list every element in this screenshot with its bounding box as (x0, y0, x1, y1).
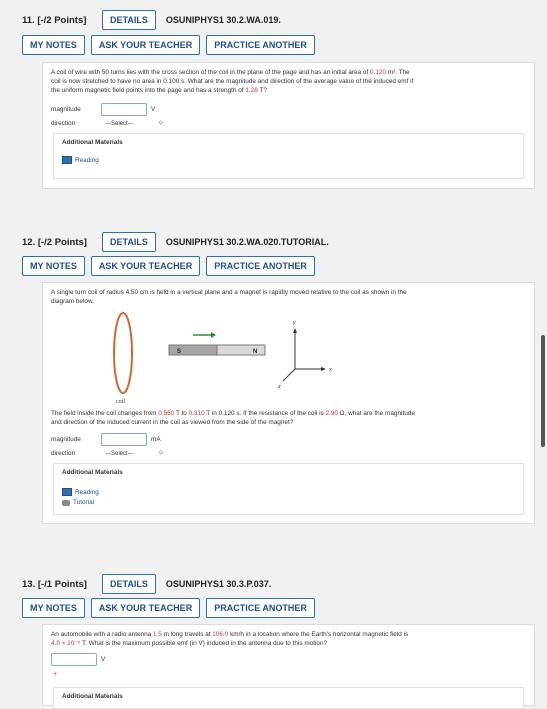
q13-answer-unit: V (101, 656, 106, 663)
q11-field-value: 1.28 (245, 87, 258, 94)
tutorial-icon (62, 500, 70, 506)
q13-text-a: An automobile with a radio antenna (51, 631, 153, 638)
q12-magnet-n: N (253, 349, 258, 355)
q11-details-button[interactable]: DETAILS (102, 10, 156, 30)
book-icon (62, 156, 72, 164)
q11-area-unit: m². The (386, 69, 410, 76)
q13-toolbar (22, 598, 315, 618)
q12-r: 2.90 (325, 410, 338, 417)
q13-body (42, 624, 535, 706)
q12-text-d: T to (174, 410, 189, 417)
velocity-arrowhead (211, 332, 216, 338)
q11-text-d: T? (257, 87, 267, 94)
q12-direction-row (51, 448, 167, 459)
q12-tutorial-label: Tutorial (73, 499, 95, 506)
q13-header (22, 574, 271, 594)
q12-points: 12. [-/2 Points] (22, 236, 87, 248)
q12-direction-label: direction (51, 450, 76, 457)
q12-text-a: A single turn coil of radius 4.50 cm is held in a vertical plane and a magnet is rapidly moved relative to the coil as shown in the (51, 289, 407, 296)
q11-practice-another-button[interactable]: PRACTICE ANOTHER (206, 35, 315, 55)
q13-my-notes-button[interactable]: MY NOTES (22, 598, 85, 618)
q12-tutorial-link[interactable] (62, 499, 94, 506)
q13-details-button[interactable]: DETAILS (102, 574, 156, 594)
q12-reading-label: Reading (75, 488, 99, 496)
q13-answer-input[interactable] (51, 653, 97, 666)
q11-additional-materials (53, 133, 524, 179)
q11-my-notes-button[interactable]: MY NOTES (22, 35, 85, 55)
q11-ask-teacher-button[interactable]: ASK YOUR TEACHER (91, 35, 200, 55)
q12-header (22, 232, 329, 252)
q13-ask-teacher-button[interactable]: ASK YOUR TEACHER (91, 598, 200, 618)
q13-answer-row (51, 653, 105, 666)
q13-practice-another-button[interactable]: PRACTICE ANOTHER (206, 598, 315, 618)
q12-text-g: and direction of the induced current in the coil as viewed from the side of the magnet? (51, 419, 294, 426)
q12-coil-label: coil (116, 399, 125, 405)
chevron-updown-icon: ⬦ (158, 450, 163, 456)
q11-text-b: coil is now stretched to have no area in 0.100 s. What are the magnitude and direction of the average value of the induced emf if (51, 78, 414, 85)
q12-axis-y: y (293, 320, 296, 326)
q12-toolbar (22, 256, 315, 276)
q11-am-title: Additional Materials (62, 139, 123, 146)
y-arrowhead (293, 328, 297, 333)
q13-plus: + (53, 671, 58, 678)
q12-axis-x: x (329, 367, 332, 373)
q12-body (42, 282, 535, 524)
q11-body (42, 62, 535, 189)
q11-reading-link[interactable] (62, 156, 99, 164)
q13-bfield: 4.0 × 10⁻⁵ (51, 640, 81, 647)
q12-text-b: diagram below. (51, 298, 94, 305)
q12-text-f: Ω, what are the magnitude (337, 410, 415, 417)
x-arrowhead (321, 367, 326, 371)
q12-select-text: ---Select--- (105, 450, 134, 457)
q13-length: 1.5 (152, 631, 162, 638)
q13-points: 13. [-/1 Points] (22, 578, 87, 590)
q11-magnitude-input[interactable] (101, 103, 147, 116)
q12-am-title: Additional Materials (62, 469, 123, 476)
chevron-updown-icon: ⬦ (158, 120, 163, 126)
scrollbar-thumb[interactable] (541, 335, 545, 447)
q12-direction-select[interactable] (101, 448, 167, 459)
q11-magnitude-unit: V (151, 106, 156, 113)
q13-text-c: km/h in a location where the Earth's horizontal magnetic field is (228, 631, 409, 638)
coil-ring (114, 313, 132, 393)
q11-select-text: ---Select--- (105, 120, 134, 127)
q12-additional-materials (53, 463, 524, 515)
q12-magnet-s: S (177, 349, 182, 355)
q11-text-c: the uniform magnetic field points into the page and has a strength of (51, 87, 246, 94)
q12-question-text (51, 288, 524, 306)
q12-diagram (83, 311, 383, 407)
q12-magnitude-unit: mA (151, 436, 161, 443)
q12-magnitude-row (51, 433, 161, 446)
q11-direction-label: direction (51, 120, 76, 127)
q11-magnitude-label: magnitude (51, 106, 81, 113)
q13-am-title: Additional Materials (62, 693, 123, 700)
q12-code: OSUNIPHYS1 30.2.WA.020.TUTORIAL. (165, 237, 329, 247)
q13-text-b: m long travels at (161, 631, 213, 638)
q12-text-c: The field inside the coil changes from (51, 410, 159, 417)
q12-magnitude-label: magnitude (51, 436, 81, 443)
q11-text-a: A coil of wire with 50 turns lies with the cross section of the coil in the plane of the page and has an initial area of (51, 69, 371, 76)
q12-question-text-2 (51, 409, 524, 427)
q13-text-d: T. What is the maximum possible emf (in V) induced in the antenna due to this motion? (80, 640, 328, 647)
q11-header (22, 10, 281, 30)
q11-magnitude-row (51, 103, 155, 116)
q11-question-text (51, 68, 524, 95)
q12-ask-teacher-button[interactable]: ASK YOUR TEACHER (91, 256, 200, 276)
q12-axis-z: z (278, 384, 281, 390)
q11-toolbar (22, 35, 315, 55)
q12-text-e: T in 0.120 s. If the resistance of the coil is (204, 410, 326, 417)
q13-code: OSUNIPHYS1 30.3.P.037. (165, 579, 272, 589)
q12-magnitude-input[interactable] (101, 433, 147, 446)
q11-reading-label: Reading (75, 156, 99, 164)
q13-question-text (51, 630, 524, 648)
q11-area-value: 0.120 (370, 69, 387, 76)
q13-additional-materials (53, 687, 524, 709)
q11-direction-row (51, 118, 167, 129)
q13-speed: 106.0 (212, 631, 229, 638)
book-icon (62, 488, 72, 496)
q12-b2: 0.310 (188, 410, 205, 417)
q12-reading-link[interactable] (62, 488, 99, 496)
q11-direction-select[interactable] (101, 118, 167, 129)
q12-practice-another-button[interactable]: PRACTICE ANOTHER (206, 256, 315, 276)
magnet-north (217, 345, 265, 355)
q12-b1: 0.560 (158, 410, 175, 417)
q12-details-button[interactable]: DETAILS (102, 232, 156, 252)
z-axis (283, 369, 295, 381)
q11-code: OSUNIPHYS1 30.2.WA.019. (165, 15, 281, 25)
q12-my-notes-button[interactable]: MY NOTES (22, 256, 85, 276)
q11-points: 11. [-/2 Points] (22, 14, 87, 26)
